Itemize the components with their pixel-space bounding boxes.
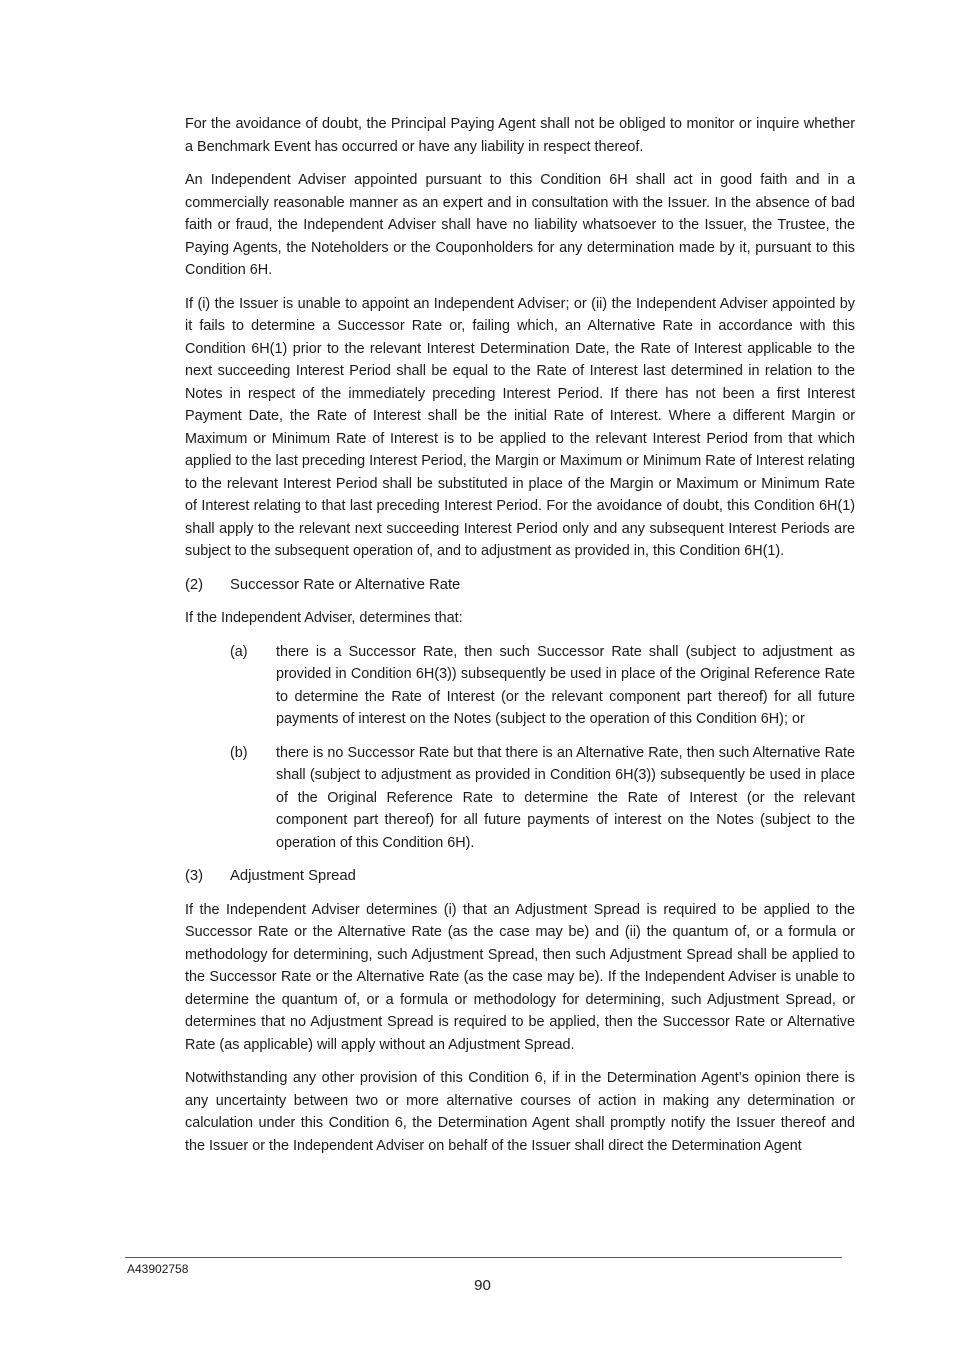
section-3-heading (185, 865, 855, 888)
paragraph-determination-agent: Notwithstanding any other provision of this Condition 6, if in the Determination Agent’s opinion there is any uncertainty between two or more alternative courses of action in making any determination or calculation under this Condition 6, the Determination Agent shall promptly notify the Issuer thereof and the Issuer or the Independent Adviser on behalf of the Issuer shall direct the Determination Agent (185, 1070, 855, 1154)
section-3-number: (3) (185, 868, 204, 884)
list-item-b-text: there is no Successor Rate but that there is an Alternative Rate, then such Alternative Rate shall (subject to adjustment as provided in Condition 6H(3)) subsequently be used in place of the Original Reference Rate to determine the Rate of Interest (or the relevant component part thereof) for all future payments of interest on the Notes (subject to the operation of this Condition 6H). (276, 744, 855, 851)
page-number: 90 (474, 1277, 491, 1294)
paragraph-independent-adviser-liability: An Independent Adviser appointed pursuant to this Condition 6H shall act in good faith and in a commercially reasonable manner as an expert and in consultation with the Issuer. In the absence of bad faith or fraud, the Independent Adviser shall have no liability whatsoever to the Issuer, the Trustee, the Paying Agents, the Noteholders or the Couponholders for any determination made by it, pursuant to this Condition 6H. (185, 172, 855, 278)
list-item-b (230, 742, 855, 855)
paragraph-adjustment-spread: If the Independent Adviser determines (i) that an Adjustment Spread is required to be applied to the Successor Rate or the Alternative Rate (as the case may be) and (ii) the quantum of, or a formula or methodology for determining, such Adjustment Spread, then such Adjustment Spread shall be applied to the Successor Rate or the Alternative Rate (as the case may be). If the Independent Adviser is unable to determine the quantum of, or a formula or methodology for determining, such Adjustment Spread, or determines that no Adjustment Spread is required to be applied, then the Successor Rate or Alternative Rate (as applicable) will apply without an Adjustment Spread. (185, 901, 855, 1053)
section-2-number: (2) (185, 576, 204, 593)
document-body (185, 113, 855, 1168)
footer-divider (125, 1257, 842, 1258)
paragraph-fallback-rate: If (i) the Issuer is unable to appoint an Independent Adviser; or (ii) the Independent Adviser appointed by it fails to determine a Successor Rate or, failing which, an Alternative Rate in accordance with this Condition 6H(1) prior to the relevant Interest Determination Date, the Rate of Interest applicable to the next succeeding Interest Period shall be equal to the Rate of Interest last determined in relation to the Notes in respect of the immediately preceding Interest Period. If there has not been a first Interest Payment Date, the Rate of Interest shall be the initial Rate of Interest. Where a different Margin or Maximum or Minimum Rate of Interest is to be applied to the relevant Interest Period from that which applied to the last preceding Interest Period, the Margin or Maximum or Minimum Rate of Interest relating to the relevant Interest Period shall be substituted in place of the Margin or Maximum or Minimum Rate of Interest relating to that last preceding Interest Period. For the avoidance of doubt, this Condition 6H(1) shall apply to the relevant next succeeding Interest Period only and any subsequent Interest Periods are subject to the subsequent operation of, and to adjustment as provided in, this Condition 6H(1). (185, 295, 855, 559)
paragraph-principal-paying-agent: For the avoidance of doubt, the Principal Paying Agent shall not be obliged to monitor or inquire whether a Benchmark Event has occurred or have any liability in respect thereof. (185, 116, 855, 155)
list-item-b-label: (b) (230, 744, 248, 761)
list-item-a (230, 641, 855, 731)
document-reference: A43902758 (127, 1262, 189, 1276)
section-2-title: Successor Rate or Alternative Rate (230, 576, 461, 593)
list-item-a-label: (a) (230, 643, 248, 660)
list-item-a-text: there is a Successor Rate, then such Successor Rate shall (subject to adjustment as provided in Condition 6H(3)) subsequently be used in place of the Original Reference Rate to determine the Rate of Interest (or the relevant component part thereof) for all future payments of interest on the Notes (subject to the operation of this Condition 6H); or (276, 643, 855, 727)
section-2-heading (185, 574, 855, 597)
section-3-title: Adjustment Spread (230, 868, 356, 884)
section-2-intro: If the Independent Adviser, determines that: (185, 610, 463, 626)
